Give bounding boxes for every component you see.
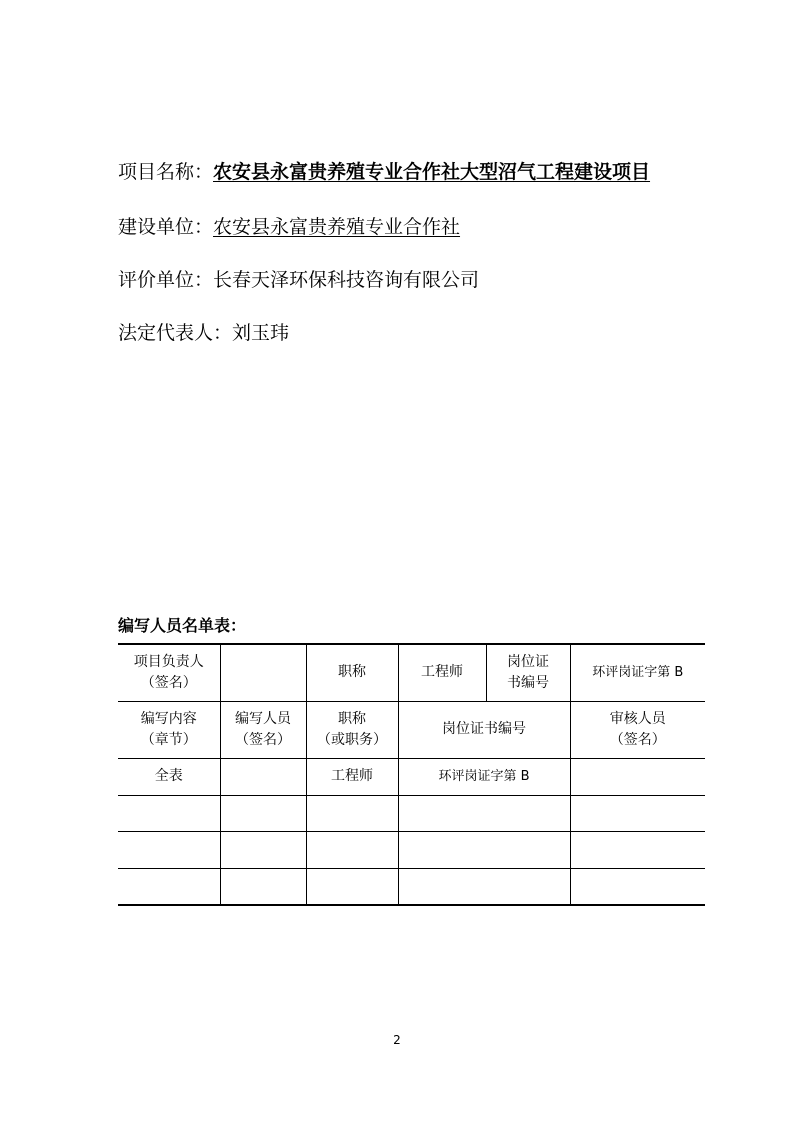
writer-cell	[220, 758, 306, 795]
writer-header-cell	[220, 701, 306, 758]
project-name-value: 农安县永富贵养殖专业合作社大型沼气工程建设项目	[213, 161, 651, 183]
legal-rep-label: 法定代表人：	[118, 322, 233, 344]
table-row	[118, 795, 705, 831]
title-label-cell	[306, 644, 398, 701]
leader-sign-cell	[220, 644, 306, 701]
reviewer-header-sub: （签名）	[609, 731, 666, 748]
post-header-sub: （或职务）	[317, 731, 387, 748]
table-row	[118, 831, 705, 868]
evaluator-value: 长春天泽环保科技咨询有限公司	[213, 269, 480, 291]
builder-line	[118, 215, 460, 239]
cert-cell	[398, 758, 570, 795]
leader-label: 项目负责人	[133, 653, 204, 670]
table-row	[118, 758, 705, 795]
reviewer-cell	[570, 758, 705, 795]
cert-label-cell	[486, 644, 570, 701]
post-header-cell	[306, 701, 398, 758]
content-cell	[118, 758, 220, 795]
reviewer-header-cell	[570, 701, 705, 758]
project-name-line	[118, 160, 650, 184]
staff-table	[118, 643, 705, 906]
content-header-sub: （章节）	[140, 731, 197, 748]
legal-rep-line	[118, 321, 289, 345]
cert-value: 环评岗证字第 B	[592, 665, 684, 681]
builder-label: 建设单位：	[118, 216, 214, 238]
title-value: 工程师	[421, 664, 463, 681]
project-name-label: 项目名称：	[118, 161, 214, 183]
post-value: 工程师	[331, 768, 373, 784]
staff-table-title: 编写人员名单表：	[118, 616, 247, 635]
legal-rep-value: 刘玉玮	[232, 322, 290, 344]
evaluator-label: 评价单位：	[118, 269, 214, 291]
cert-label-line2: 书编号	[507, 674, 549, 691]
writer-header: 编写人员	[235, 710, 291, 727]
builder-value: 农安县永富贵养殖专业合作社	[213, 216, 461, 238]
post-cell	[306, 758, 398, 795]
cert-header: 岗位证书编号	[442, 721, 526, 737]
evaluator-line	[118, 268, 479, 292]
reviewer-header: 审核人员	[609, 710, 666, 727]
post-header: 职称	[338, 710, 366, 727]
content-header: 编写内容	[140, 710, 197, 727]
table-row	[118, 701, 705, 758]
table-row	[118, 644, 705, 701]
leader-label-cell	[118, 644, 220, 701]
title-value-cell	[398, 644, 486, 701]
page-number: 2	[393, 1033, 401, 1047]
cert-header-cell	[398, 701, 570, 758]
cert-value-cell	[570, 644, 705, 701]
leader-sign-hint: （签名）	[140, 674, 197, 691]
table-row	[118, 868, 705, 905]
title-label: 职称	[338, 664, 366, 681]
cert-number: 环评岗证字第 B	[438, 769, 530, 784]
cert-label-line1: 岗位证	[507, 653, 549, 670]
content-header-cell	[118, 701, 220, 758]
content-value: 全表	[154, 768, 183, 784]
writer-header-sub: （签名）	[235, 731, 291, 748]
